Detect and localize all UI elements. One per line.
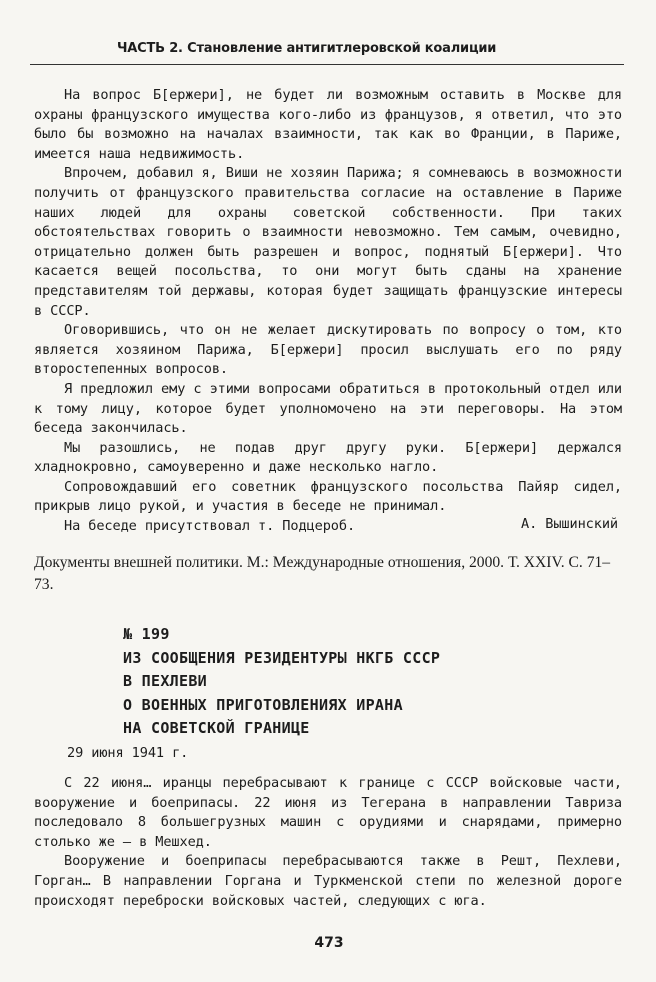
source-citation: Документы внешней политики. М.: Международные отношения, 2000. Т. XXIV. С. 71–73. (34, 554, 611, 593)
paragraph: Я предложил ему с этими вопросами обратиться в протокольный отдел или к тому лицу, которое будет уполномочено на эти переговоры. На этом беседа закончилась. (34, 380, 622, 437)
document-title-line: В ПЕХЛЕВИ (123, 672, 207, 691)
document-text (34, 774, 622, 911)
page-number: 473 (314, 935, 344, 951)
paragraph: На вопрос Б[ержери], не будет ли возможным оставить в Москве для охраны французского имущества кого-либо из французов, я ответил, что это было бы возможно на началах взаимности, так как во Франции, в Париже, имеется наша недвижимость. (34, 87, 622, 162)
signature: А. Вышинский (520, 516, 618, 532)
paragraph: Оговорившись, что он не желает дискутировать по вопросу о том, кто является хозяином Парижа, Б[ержери] просил выслушать его по ряду второстепенных вопросов. (34, 322, 622, 378)
paragraph: Мы разошлись, не подав друг другу руки. Б[ержери] держался хладнокровно, самоуверенно и даже несколько нагло. (34, 439, 622, 476)
document-number: № 199 (123, 625, 170, 643)
document-heading (123, 623, 543, 741)
header-divider (30, 64, 624, 65)
paragraph: С 22 июня… иранцы перебрасывают к границе с СССР войсковые части, вооружение и боеприпасы. 22 июня из Тегерана в направлении Тавриза последовало 8 большегрузных машин с орудиями и снарядами, примерно столько же – в Мешхед. (34, 775, 622, 850)
paragraph: На беседе присутствовал т. Подцероб. (64, 518, 356, 535)
conversation-text (34, 86, 622, 537)
running-header: ЧАСТЬ 2. Становление антигитлеровской коалиции (117, 41, 497, 56)
paragraph: Впрочем, добавил я, Виши не хозяин Парижа; я сомневаюсь в возможности получить от французского правительства согласие на оставление в Париже наших людей для охраны советской собственности. При таких обстоятельствах говорить о взаимности невозможно. Тем самым, очевидно, отрицательно должен быть разрешен и вопрос, поднятый Б[ержери]. Что касается вещей посольства, то они могут быть сданы на хранение представителям той державы, которая будет защищать французские интересы в СССР. (34, 165, 622, 319)
document-title-line: О ВОЕННЫХ ПРИГОТОВЛЕНИЯХ ИРАНА (123, 695, 403, 714)
document-title-line: ИЗ СООБЩЕНИЯ РЕЗИДЕНТУРЫ НКГБ СССР (123, 648, 441, 667)
paragraph: Сопровождавший его советник французского посольства Пайяр сидел, прикрыв лицо рукой, и участия в беседе не принимал. (34, 478, 622, 515)
document-title-line: НА СОВЕТСКОЙ ГРАНИЦЕ (123, 719, 310, 738)
paragraph: Вооружение и боеприпасы перебрасываются также в Решт, Пехлеви, Горган… В направлении Горгана и Туркменской степи по железной дороге происходят переброски войсковых частей, следующих с юга. (34, 853, 622, 909)
document-date: 29 июня 1941 г. (67, 745, 189, 761)
